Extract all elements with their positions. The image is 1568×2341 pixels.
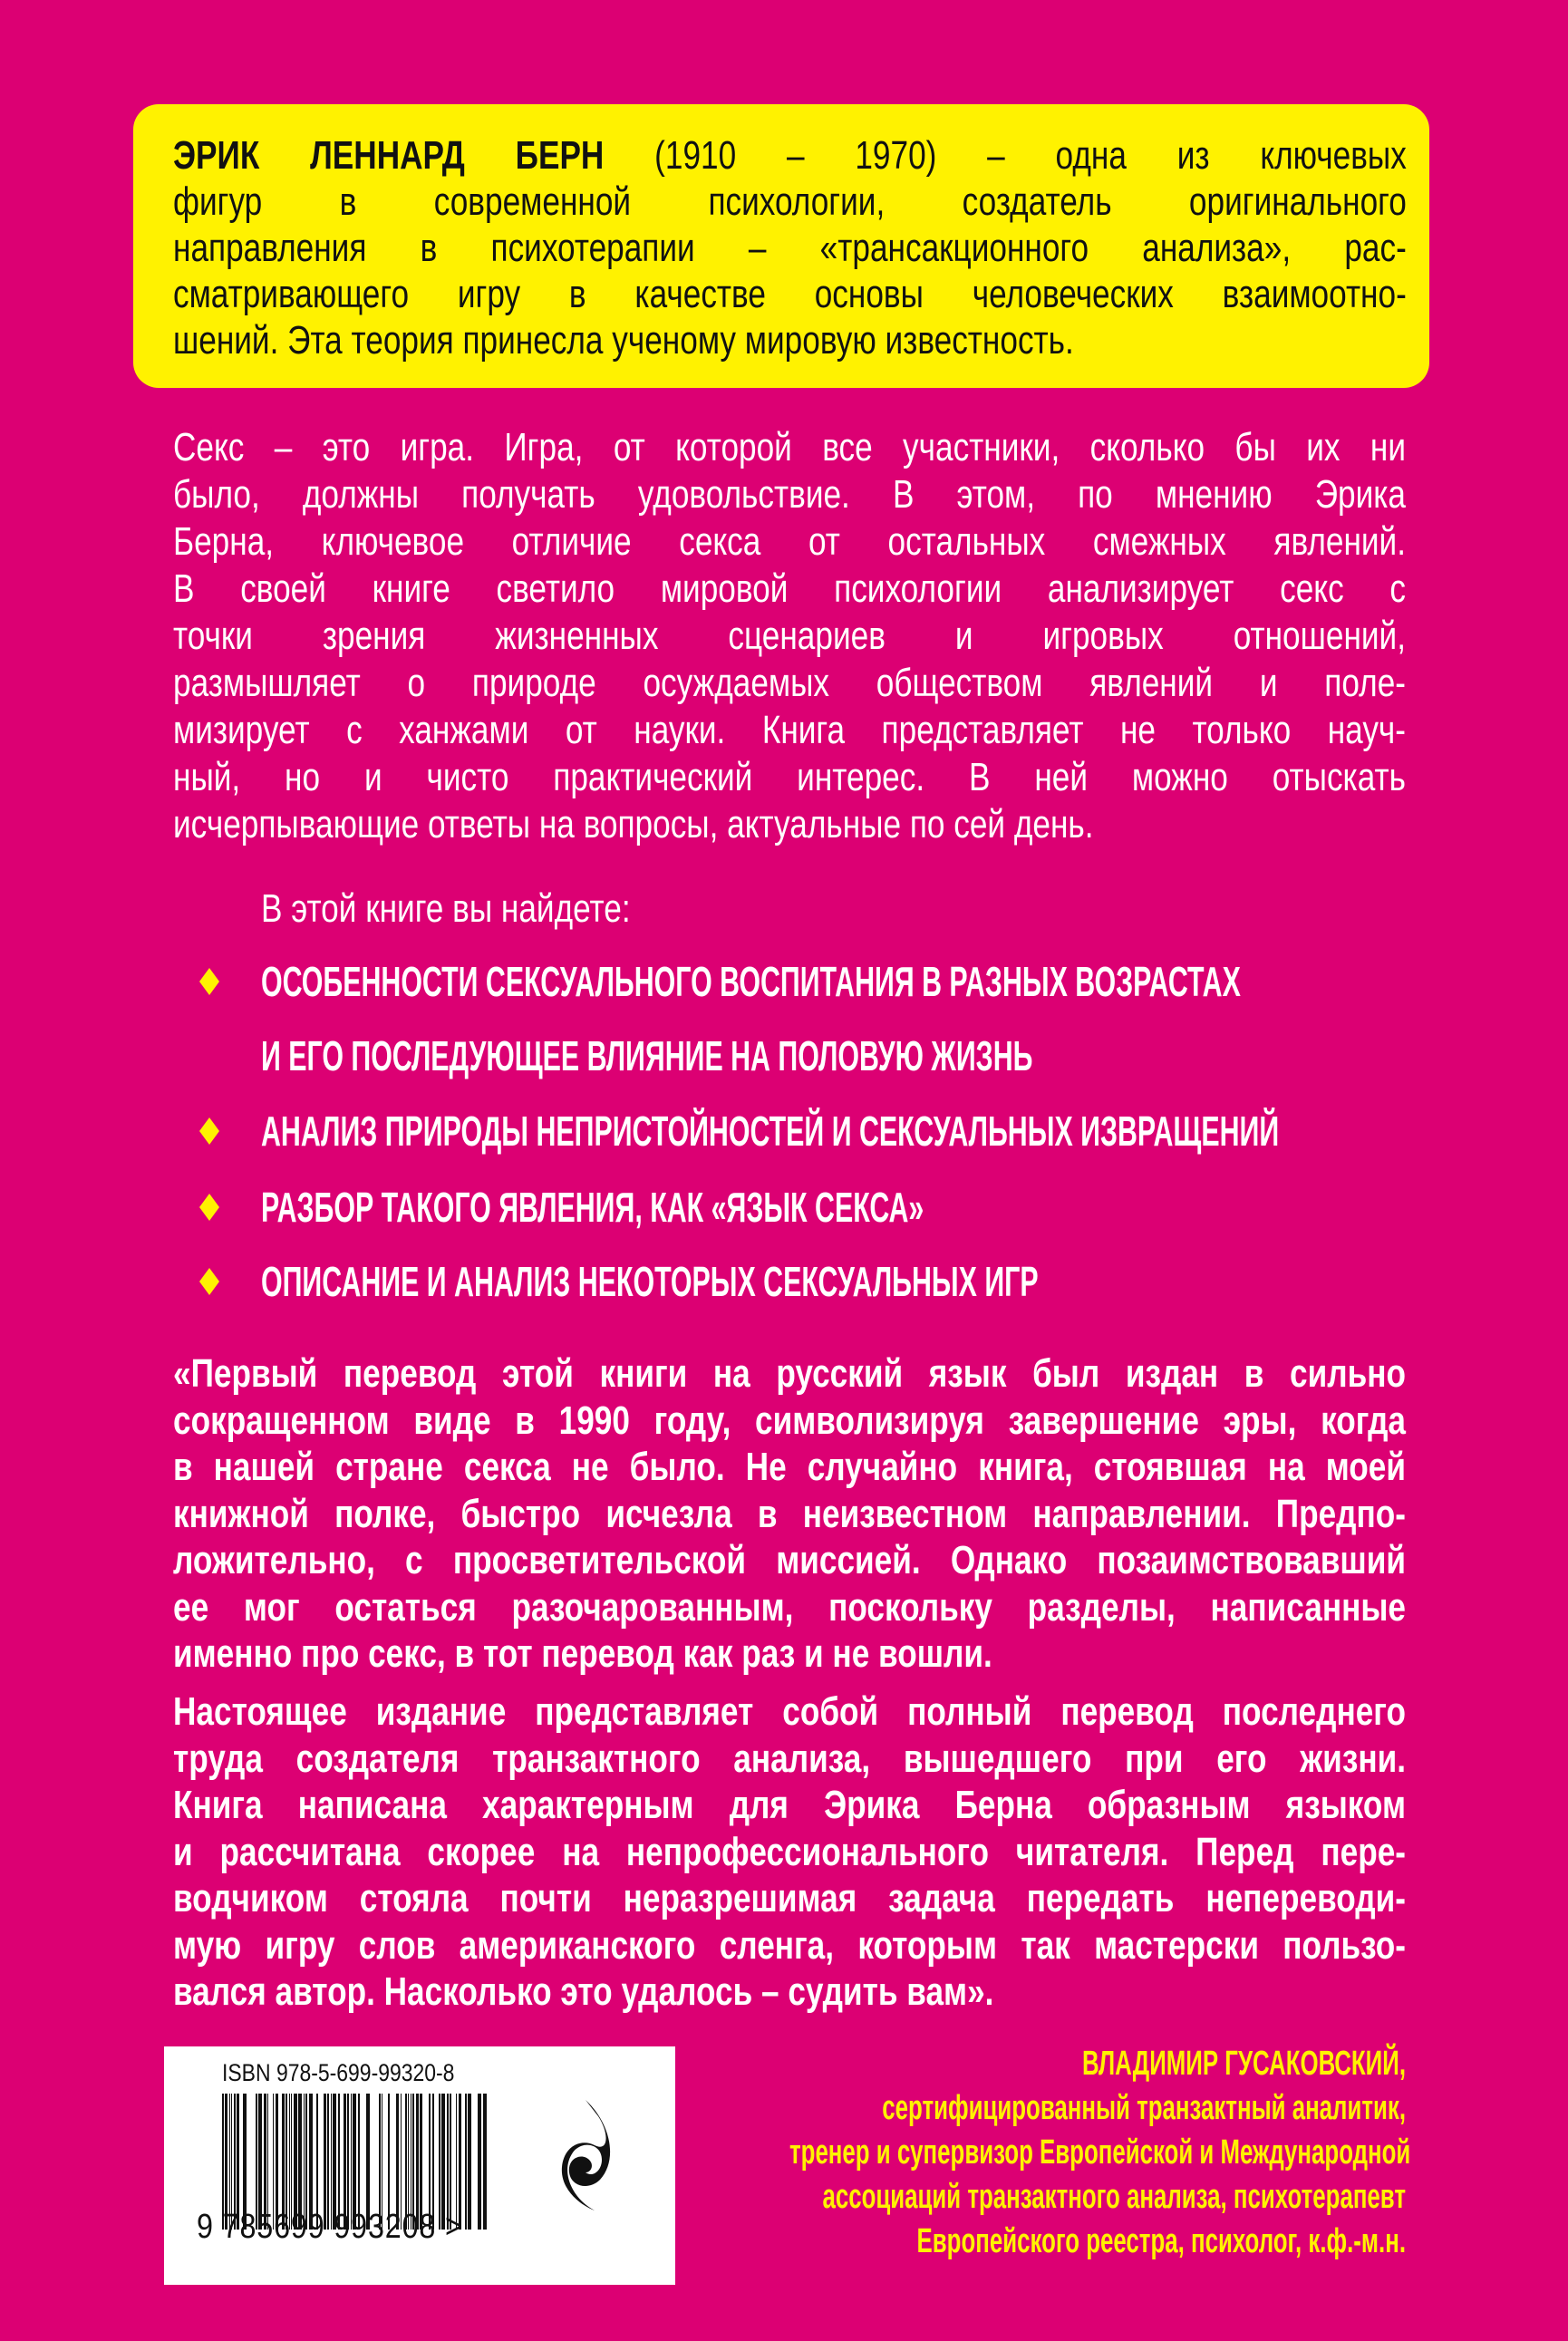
features-intro: В этой книге вы найдете: [261, 886, 631, 931]
feature-item: ОПИСАНИЕ И АНАЛИЗ НЕКОТОРЫХ СЕКСУАЛЬНЫХ ИГР [199, 1254, 1438, 1309]
bio-line: сматривающего игру в качестве основы человеческих взаимоотно- [173, 272, 1407, 316]
isbn-text: ISBN 978-5-699-99320-8 [222, 2059, 455, 2086]
feature-item: АНАЛИЗ ПРИРОДЫ НЕПРИСТОЙНОСТЕЙ И СЕКСУАЛЬНЫХ ИЗВРАЩЕНИЙ [199, 1104, 1568, 1158]
text-line: и рассчитана скорее на непрофессионального читателя. Перед пере- [173, 1829, 1406, 1874]
quote-paragraph-1 [173, 1350, 1406, 1678]
author-name: ЭРИК ЛЕННАРД БЕРН [173, 133, 605, 178]
credit-line: сертифицированный транзактный аналитик, [882, 2089, 1406, 2127]
text-line: вался автор. Насколько это удалось – судить вам». [173, 1969, 994, 2014]
text-line: размышляет о природе осуждаемых обществом явлений и поле- [173, 661, 1406, 705]
diamond-bullet-icon [199, 968, 219, 995]
text-line: было, должны получать удовольствие. В этом, по мнению Эрика [173, 472, 1406, 517]
description-paragraph [173, 424, 1406, 848]
text-line: точки зрения жизненных сценариев и игровых отношений, [173, 614, 1406, 658]
feature-item-continuation: И ЕГО ПОСЛЕДУЮЩЕЕ ВЛИЯНИЕ НА ПОЛОВУЮ ЖИЗНЬ [261, 1032, 1033, 1079]
text-line: ложительно, с просветительской миссией. Однако позаимствовавший [173, 1538, 1406, 1582]
text-line: мую игру слов американского сленга, которым так мастерски пользо- [173, 1922, 1406, 1968]
feature-item: ОСОБЕННОСТИ СЕКСУАЛЬНОГО ВОСПИТАНИЯ В РАЗНЫХ ВОЗРАСТАХ [199, 954, 1568, 1009]
bio-line: ЭРИК ЛЕННАРД БЕРН (1910 – 1970) – одна из ключевых [173, 133, 1407, 178]
text-line: ный, но и чисто практический интерес. В ней можно отыскать [173, 755, 1406, 799]
diamond-bullet-icon [199, 1117, 219, 1145]
diamond-bullet-icon [199, 1268, 219, 1295]
text-line: книжной полке, быстро исчезла в неизвестном направлении. Предпо- [173, 1491, 1406, 1536]
barcode-bar [468, 2094, 471, 2230]
text-line: мизирует с ханжами от науки. Книга представляет не только науч- [173, 708, 1406, 752]
barcode-digits: 9 785699 993208 > [197, 2208, 463, 2246]
credit-line: Европейского реестра, психолог, к.ф.-м.н. [916, 2222, 1406, 2260]
text-line: ее мог остаться разочарованным, поскольку разделы, написанные [173, 1584, 1406, 1630]
text-line: труда создателя транзактного анализа, вышедшего при его жизни. [173, 1736, 1406, 1781]
feature-item: РАЗБОР ТАКОГО ЯВЛЕНИЯ, КАК «ЯЗЫК СЕКСА» [199, 1180, 1265, 1234]
text-line: В своей книге светило мировой психологии анализирует секс с [173, 566, 1406, 611]
barcode-bar [465, 2094, 467, 2230]
credit-line: ассоциаций транзактного анализа, психотерапевт [822, 2178, 1406, 2216]
text-line: сокращенном виде в 1990 году, символизируя завершение эры, когда [173, 1398, 1406, 1443]
credit-line: ВЛАДИМИР ГУСАКОВСКИЙ, [1082, 2045, 1406, 2083]
quote-paragraph-2 [173, 1688, 1406, 2016]
text-line: водчиком стояла почти неразрешимая задача передать непереводи- [173, 1876, 1406, 1920]
barcode-bar [483, 2094, 487, 2230]
diamond-bullet-icon [199, 1194, 219, 1221]
text-line: в нашей стране секса не было. Не случайно книга, стоявшая на моей [173, 1445, 1406, 1489]
text-line: исчерпывающие ответы на вопросы, актуальные по сей день. [173, 802, 1094, 846]
credit-line: тренер и супервизор Европейской и Международной [789, 2133, 1411, 2172]
text-line: Секс – это игра. Игра, от которой все участники, сколько бы их ни [173, 425, 1406, 469]
text-line: Берна, ключевое отличие секса от остальных смежных явлений. [173, 519, 1406, 564]
bio-line: фигур в современной психологии, создатель оригинального [173, 179, 1407, 224]
text-line: «Первый перевод этой книги на русский язык был издан в сильно [173, 1351, 1406, 1396]
barcode-bar [478, 2094, 481, 2230]
text-line: Книга написана характерным для Эрика Берна образным языком [173, 1783, 1406, 1827]
text-line: Настоящее издание представляет собой полный перевод последнего [173, 1689, 1406, 1734]
text-line: именно про секс, в тот перевод как раз и не вошли. [173, 1631, 992, 1676]
author-credits [499, 2042, 1411, 2264]
bio-line: направления в психотерапии – «трансакционного анализа», рас- [173, 226, 1407, 270]
bio-line: шений. Эта теория принесла ученому мировую известность. [173, 318, 1074, 363]
author-bio [173, 132, 1407, 363]
